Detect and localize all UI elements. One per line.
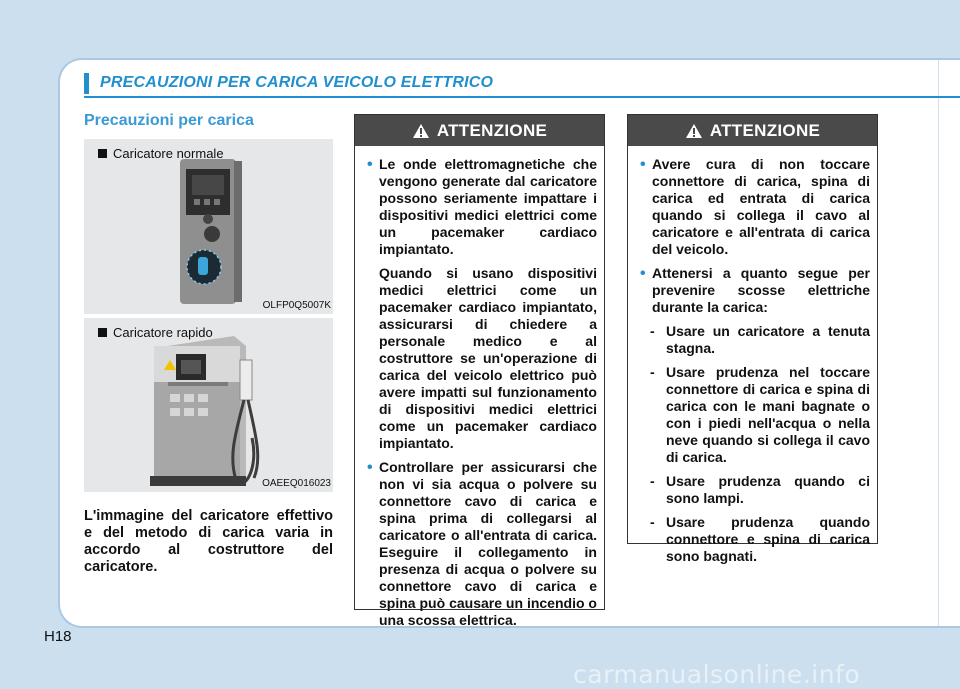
dash-item-text: Usare un caricatore a tenuta stagna.: [666, 323, 870, 356]
normal-charger-label: [98, 146, 224, 161]
rapid-charger-illustration: [84, 318, 333, 492]
chapter-title: PRECAUZIONI PER CARICA VEICOLO ELETTRICO: [100, 74, 494, 91]
section-heading: Precauzioni per carica: [84, 112, 254, 129]
warning-header-1: [355, 115, 604, 146]
dash-mark: -: [650, 514, 655, 530]
warning2-dash-item: [640, 323, 870, 357]
header-accent-bar: [84, 73, 89, 94]
header-rule: [84, 96, 960, 98]
warning-triangle-icon: [412, 123, 430, 139]
photo-caption: L'immagine del caricatore effettivo e del metodo di carica varia in accordo al costruttore del caricatore.: [84, 508, 333, 575]
dash-mark: -: [650, 323, 655, 339]
warning-box-1: [354, 114, 605, 628]
dash-mark: -: [650, 364, 655, 380]
warning1-paragraph: Quando si usano dispositivi medici elettrici come un pacemaker cardiaco impiantato, assicurarsi di chiedere a personale medico e al costruttore se un'operazione di carica del veicolo elettrico può avere impatti sul funzionamento di dispositivi medici elettrici come un pacemaker cardiaco impiantato.: [379, 265, 597, 451]
warning-body-2: [628, 146, 877, 565]
warning2-dash-item: [640, 473, 870, 507]
dash-mark: -: [650, 473, 655, 489]
rapid-charger-label-text: Caricatore rapido: [113, 325, 213, 340]
watermark: carmanualsonline.info: [573, 660, 861, 689]
dash-item-text: Usare prudenza quando connettore e spina di carica sono bagnati.: [666, 514, 870, 564]
warning-body-1: [355, 146, 604, 629]
dash-item-text: Usare prudenza nel toccare connettore di carica e spina di carica con le mani bagnate o con i piedi nell'acqua o nella neve quando si collega il cavo di carica.: [666, 364, 870, 465]
rapid-charger-code: OAEEQ016023: [262, 478, 331, 489]
right-guide-line: [938, 60, 939, 626]
normal-charger-illustration: [84, 139, 333, 314]
page-number: H18: [44, 628, 72, 645]
normal-charger-code: OLFP0Q5007K: [262, 300, 331, 311]
warning2-dash-item: [640, 364, 870, 466]
normal-charger-label-text: Caricatore normale: [113, 146, 224, 161]
warning1-bullet-1: • Le onde elettromagnetiche che vengono generate dal caricatore possono seriamente impattare i dispositivi medici elettrici come un pacemaker cardiaco impiantato.: [367, 156, 597, 258]
warning2-bullet-2: • Attenersi a quanto segue per prevenire scosse elettriche durante la carica:: [640, 265, 870, 316]
warning-box-2: [627, 114, 878, 564]
warning1-bullet-2: • Controllare per assicurarsi che non vi sia acqua o polvere su connettore cavo di carica e spina prima di collegarsi al caricatore o all'entrata di carica. Eseguire il collegamento in presenza di acqua o polvere su connettore cavo di carica e spina può causare un incendio o una scossa elettrica.: [367, 459, 597, 629]
warning-title-2: ATTENZIONE: [709, 120, 821, 140]
rapid-charger-label: [98, 325, 213, 340]
normal-charger-photo: [84, 139, 333, 314]
rapid-charger-photo: [84, 318, 333, 492]
warning2-bullet-1: • Avere cura di non toccare connettore di carica, spina di carica ed entrata di carica quando si collega il cavo al caricatore e all'entrata di carica del veicolo.: [640, 156, 870, 258]
warning-header-2: [628, 115, 877, 146]
dash-item-text: Usare prudenza quando ci sono lampi.: [666, 473, 870, 506]
warning-title-1: ATTENZIONE: [436, 120, 548, 140]
warning-triangle-icon: [685, 123, 703, 139]
warning2-dash-item: [640, 514, 870, 565]
